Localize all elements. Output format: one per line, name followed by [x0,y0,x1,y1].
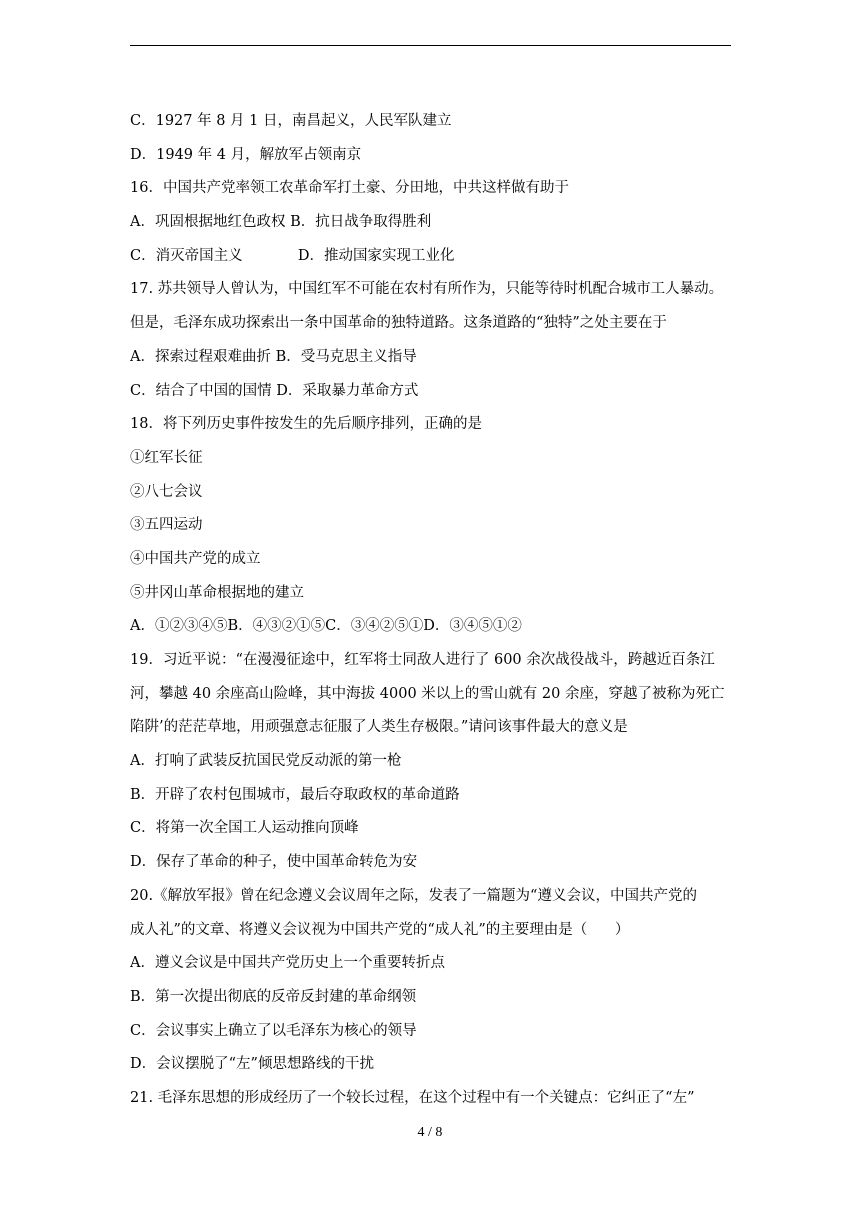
text-line: A．①②③④⑤B．④③②①⑤C．③④②⑤①D．③④⑤①② [130,618,522,635]
text-line: 成人礼”的文章、将遵义会议视为中国共产党的“成人礼”的主要理由是（ ） [130,921,630,938]
document-body [130,105,730,1116]
text-line: B．开辟了农村包围城市，最后夺取政权的革命道路 [130,786,460,803]
text-line: C．消灭帝国主义 D．推动国家实现工业化 [130,247,455,264]
text-line: 16．中国共产党率领工农革命军打土豪、分田地，中共这样做有助于 [130,180,569,197]
page-number: 4 / 8 [417,1125,443,1140]
text-line: C．将第一次全国工人运动推向顶峰 [130,820,359,837]
text-line: B．第一次提出彻底的反帝反封建的革命纲领 [130,988,417,1005]
text-line: ⑤井冈山革命根据地的建立 [130,584,304,601]
text-line: D．会议摆脱了“左”倾思想路线的干扰 [130,1056,374,1073]
text-line: ②八七会议 [130,483,203,500]
text-line: A．遵义会议是中国共产党历史上一个重要转折点 [130,955,445,972]
text-line: D．保存了革命的种子，使中国革命转危为安 [130,854,418,871]
text-line: A．打响了武装反抗国民党反动派的第一枪 [130,753,402,770]
text-line: 河，攀越 40 余座高山险峰，其中海拔 4000 米以上的雪山就有 20 余座，穿越了被称为死亡 [130,685,725,702]
text-line: 19．习近平说：“在漫漫征途中，红军将士同敌人进行了 600 余次战役战斗，跨越近百条江 [130,652,715,668]
text-line: ①红军长征 [130,449,203,466]
text-line: C．结合了中国的国情 D．采取暴力革命方式 [130,382,419,399]
text-line: 陷阱’的茫茫草地，用顽强意志征服了人类生存极限。”请问该事件最大的意义是 [130,719,628,736]
text-line: 但是，毛泽东成功探索出一条中国革命的独特道路。这条道路的“独特”之处主要在于 [130,315,667,332]
text-line: A．探索过程艰难曲折 B．受马克思主义指导 [130,348,417,365]
text-line: 17. 苏共领导人曾认为，中国红军不可能在农村有所作为，只能等待时机配合城市工人暴动。 [130,281,724,298]
text-line: 20.《解放军报》曾在纪念遵义会议周年之际，发表了一篇题为“遵义会议，中国共产党的 [130,887,697,904]
text-line: D．1949 年 4 月，解放军占领南京 [130,146,362,163]
text-line: ④中国共产党的成立 [130,550,261,567]
header-rule [130,45,731,46]
text-line: C．1927 年 8 月 1 日，南昌起义，人民军队建立 [130,113,452,129]
text-line: ③五四运动 [130,517,203,534]
text-line: 18．将下列历史事件按发生的先后顺序排列，正确的是 [130,416,482,433]
text-line: A．巩固根据地红色政权 B．抗日战争取得胜利 [130,214,432,231]
text-line: C．会议事实上确立了以毛泽东为核心的领导 [130,1022,417,1039]
text-line: 21. 毛泽东思想的形成经历了一个较长过程，在这个过程中有一个关键点：它纠正了“左” [130,1089,695,1106]
